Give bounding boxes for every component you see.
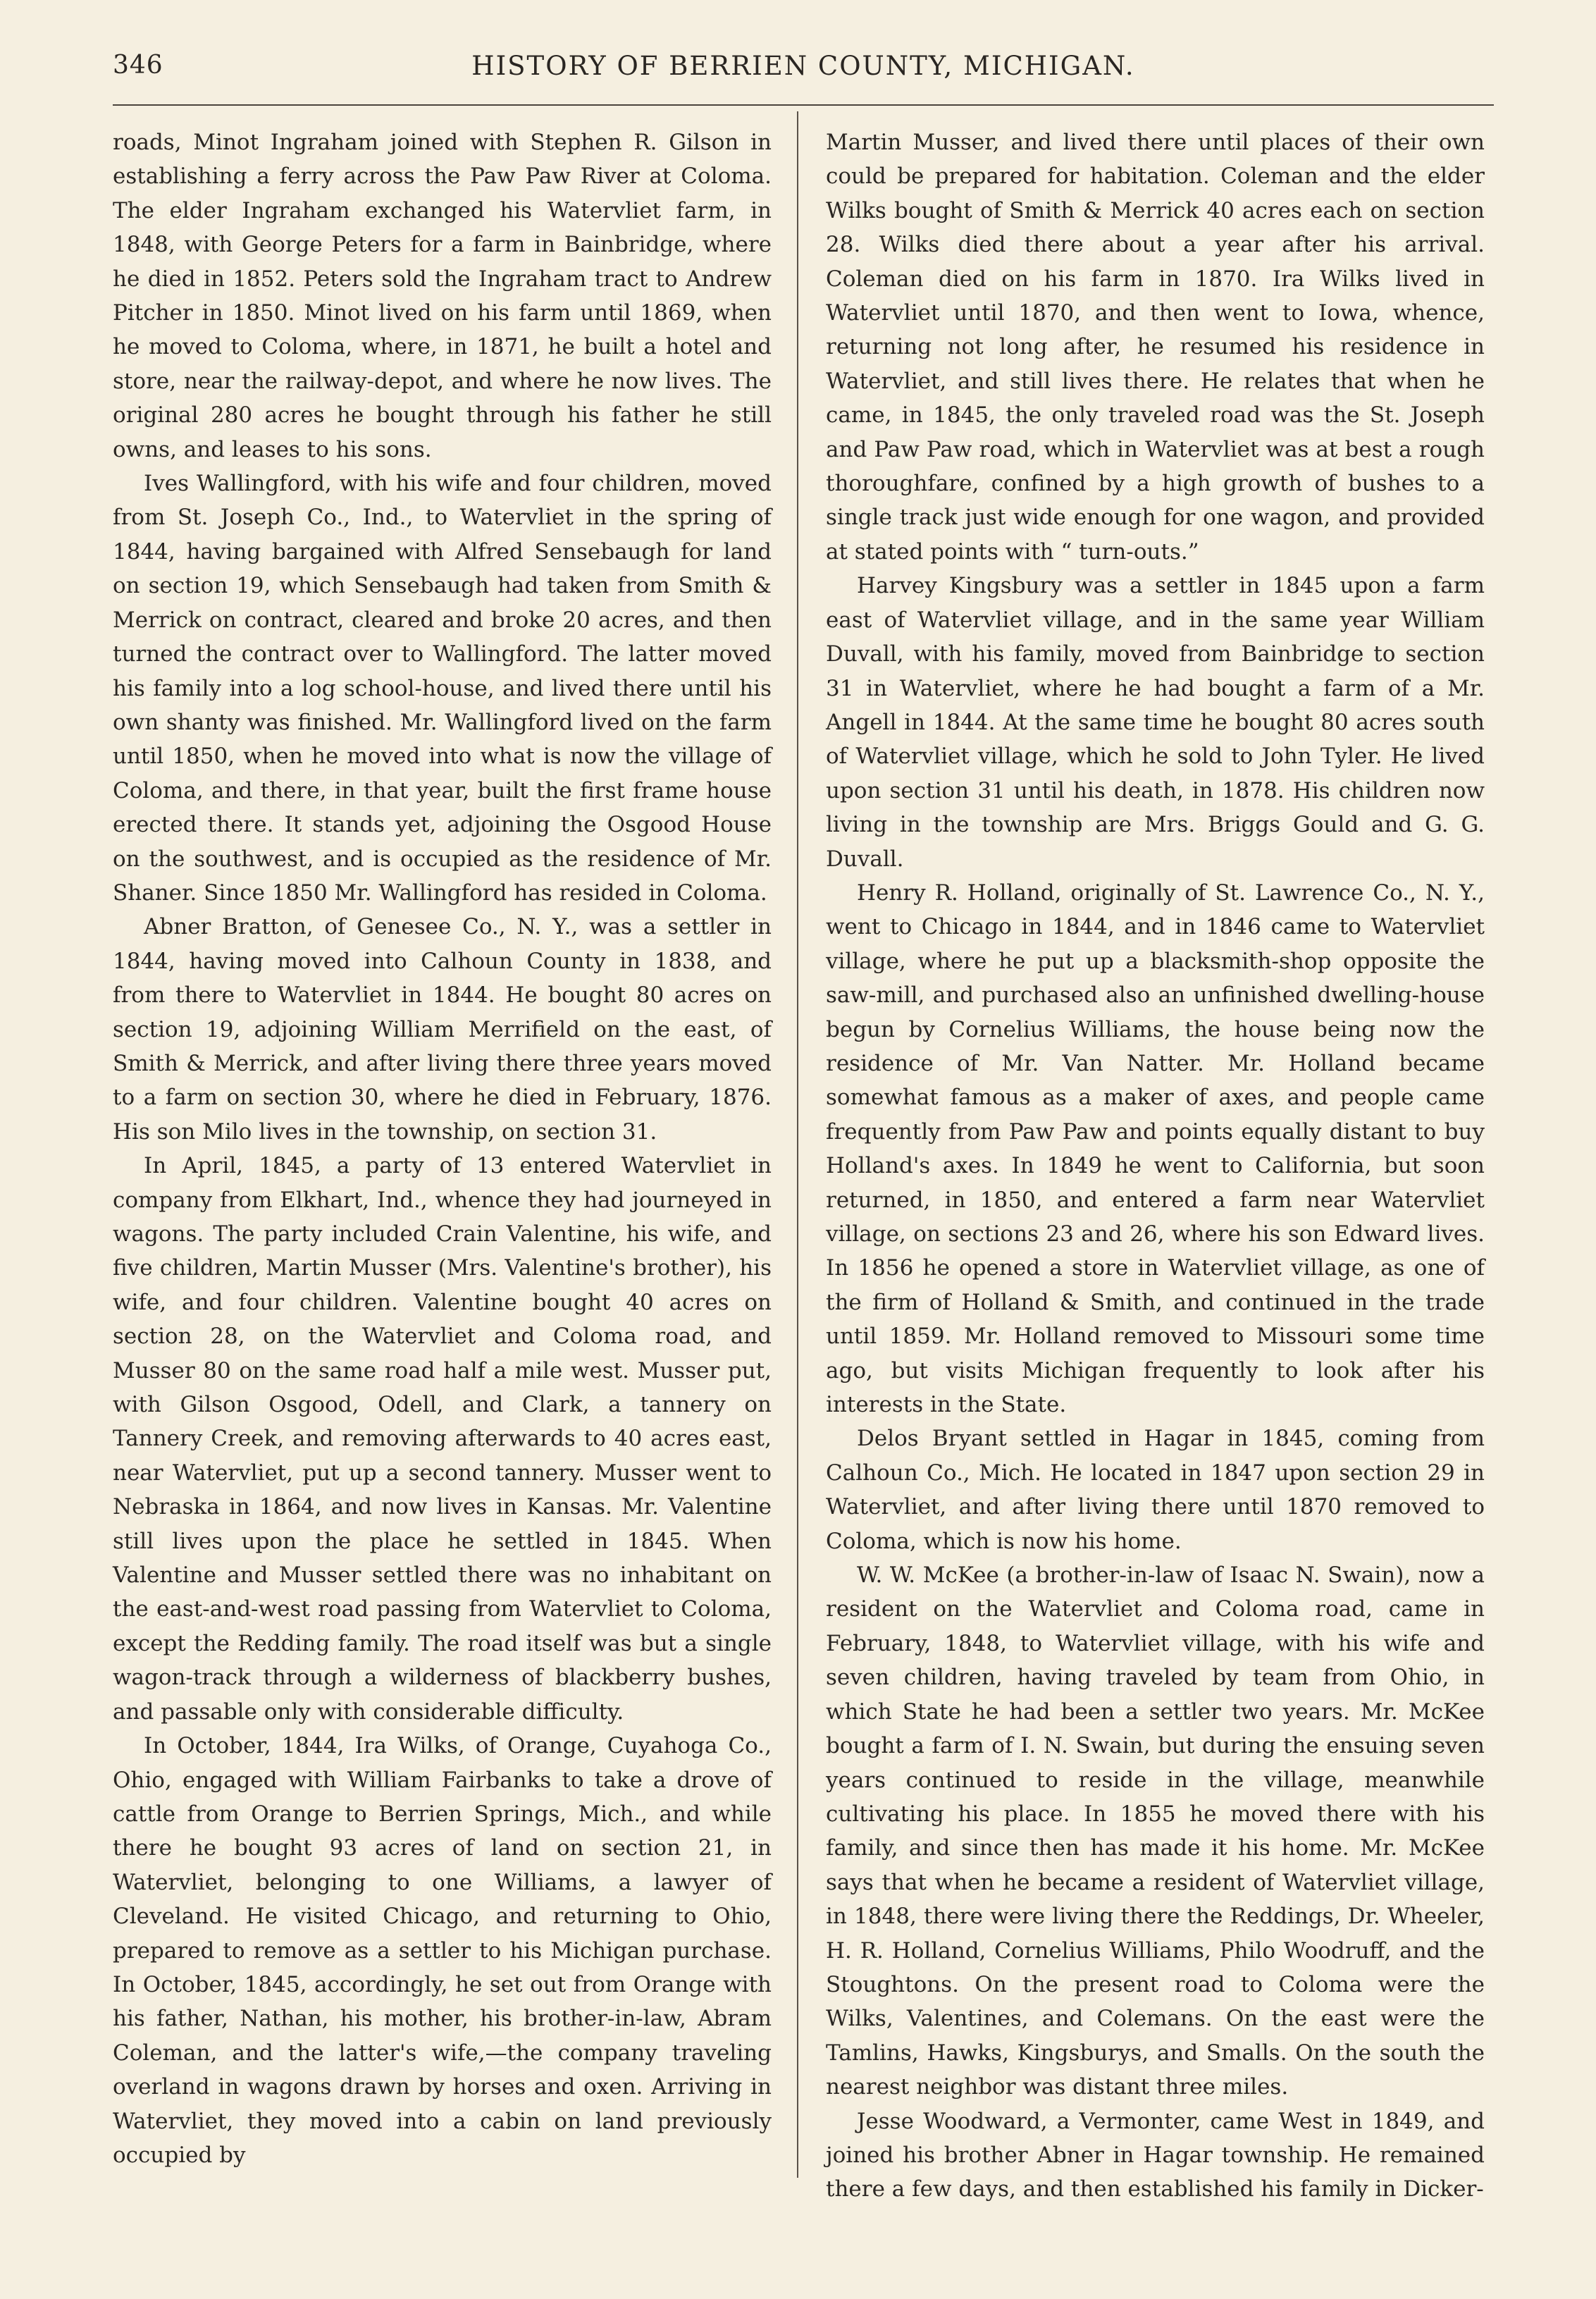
paragraph: In October, 1844, Ira Wilks, of Orange, Cuyahoga Co., Ohio, engaged with William Fairbanks to take a drove of cattle from Orange to Berrien Springs, Mich., and while there he bought 93 acres of land on section 21, in Watervliet, belonging to one Williams, a lawyer of Cleveland. He visited Chicago, and returning to Ohio, prepared to remove as a settler to his Michigan purchase. In October, 1845, accordingly, he set out from Orange with his father, Nathan, his mother, his brother-in-law, Abram Coleman, and the latter's wife,—the company traveling overland in wagons drawn by horses and oxen. Arriving in Watervliet, they moved into a cabin on land previously occupied by xyxy=(113,1733,772,2168)
left-column xyxy=(113,125,772,2172)
page-header xyxy=(113,51,1494,90)
paragraph: Martin Musser, and lived there until places of their own could be prepared for habitation. Coleman and the elder Wilks bought of Smith & Merrick 40 acres each on section 28. Wilks died there about a year after his arrival. Coleman died on his farm in 1870. Ira Wilks lived in Watervliet until 1870, and then went to Iowa, whence, returning not long after, he resumed his residence in Watervliet, and still lives there. He relates that when he came, in 1845, the only traveled road was the St. Joseph and Paw Paw road, which in Watervliet was at best a rough thoroughfare, confined by a high growth of bushes to a single track just wide enough for one wagon, and provided at stated points with “ turn-outs.” xyxy=(826,130,1485,565)
paragraph: Delos Bryant settled in Hagar in 1845, coming from Calhoun Co., Mich. He located in 1847 upon section 29 in Watervliet, and after living there until 1870 removed to Coloma, which is now his home. xyxy=(826,1426,1485,1554)
paragraph: roads, Minot Ingraham joined with Stephen R. Gilson in establishing a ferry across the Paw Paw River at Coloma. The elder Ingraham exchanged his Watervliet farm, in 1848, with George Peters for a farm in Bainbridge, where he died in 1852. Peters sold the Ingraham tract to Andrew Pitcher in 1850. Minot lived on his farm until 1869, when he moved to Coloma, where, in 1871, he built a hotel and store, near the railway-depot, and where he now lives. The original 280 acres he bought through his father he still owns, and leases to his sons. xyxy=(113,130,772,462)
page-number: 346 xyxy=(113,51,163,80)
header-rule xyxy=(113,104,1494,106)
column-divider xyxy=(797,111,798,2178)
paragraph: Abner Bratton, of Genesee Co., N. Y., was a settler in 1844, having moved into Calhoun County in 1838, and from there to Watervliet in 1844. He bought 80 acres on section 19, adjoining William Merrifield on the east, of Smith & Merrick, and after living there three years moved to a farm on section 30, where he died in February, 1876. His son Milo lives in the township, on section 31. xyxy=(113,914,772,1145)
paragraph: Harvey Kingsbury was a settler in 1845 upon a farm east of Watervliet village, and in the same year William Duvall, with his family, moved from Bainbridge to section 31 in Watervliet, where he had bought a farm of a Mr. Angell in 1844. At the same time he bought 80 acres south of Watervliet village, which he sold to John Tyler. He lived upon section 31 until his death, in 1878. His children now living in the township are Mrs. Briggs Gould and G. G. Duvall. xyxy=(826,573,1485,872)
paragraph: Jesse Woodward, a Vermonter, came West in 1849, and joined his brother Abner in Hagar township. He remained there a few days, and then established his family in Dicker- xyxy=(826,2108,1485,2202)
running-title: HISTORY OF BERRIEN COUNTY, MICHIGAN. xyxy=(471,51,1135,81)
paragraph: Ives Wallingford, with his wife and four children, moved from St. Joseph Co., Ind., to Watervliet in the spring of 1844, having bargained with Alfred Sensebaugh for land on section 19, which Sensebaugh had taken from Smith & Merrick on contract, cleared and broke 20 acres, and then turned the contract over to Wallingford. The latter moved his family into a log school-house, and lived there until his own shanty was finished. Mr. Wallingford lived on the farm until 1850, when he moved into what is now the village of Coloma, and there, in that year, built the first frame house erected there. It stands yet, adjoining the Osgood House on the southwest, and is occupied as the residence of Mr. Shaner. Since 1850 Mr. Wallingford has resided in Coloma. xyxy=(113,471,772,906)
paragraph: W. W. McKee (a brother-in-law of Isaac N. Swain), now a resident on the Watervliet and Coloma road, came in February, 1848, to Watervliet village, with his wife and seven children, having traveled by team from Ohio, in which State he had been a settler two years. Mr. McKee bought a farm of I. N. Swain, but during the ensuing seven years continued to reside in the village, meanwhile cultivating his place. In 1855 he moved there with his family, and since then has made it his home. Mr. McKee says that when he became a resident of Watervliet village, in 1848, there were living there the Reddings, Dr. Wheeler, H. R. Holland, Cornelius Williams, Philo Woodruff, and the Stoughtons. On the present road to Coloma were the Wilks, Valentines, and Colemans. On the east were the Tamlins, Hawks, Kingsburys, and Smalls. On the south the nearest neighbor was distant three miles. xyxy=(826,1563,1485,2100)
paragraph: In April, 1845, a party of 13 entered Watervliet in company from Elkhart, Ind., whence they had journeyed in wagons. The party included Crain Valentine, his wife, and five children, Martin Musser (Mrs. Valentine's brother), his wife, and four children. Valentine bought 40 acres on section 28, on the Watervliet and Coloma road, and Musser 80 on the same road half a mile west. Musser put, with Gilson Osgood, Odell, and Clark, a tannery on Tannery Creek, and removing afterwards to 40 acres east, near Watervliet, put up a second tannery. Musser went to Nebraska in 1864, and now lives in Kansas. Mr. Valentine still lives upon the place he settled in 1845. When Valentine and Musser settled there was no inhabitant on the east-and-west road passing from Watervliet to Coloma, except the Redding family. The road itself was but a single wagon-track through a wilderness of blackberry bushes, and passable only with considerable difficulty. xyxy=(113,1153,772,1725)
paragraph: Henry R. Holland, originally of St. Lawrence Co., N. Y., went to Chicago in 1844, and in 1846 came to Watervliet village, where he put up a blacksmith-shop opposite the saw-mill, and purchased also an unfinished dwelling-house begun by Cornelius Williams, the house being now the residence of Mr. Van Natter. Mr. Holland became somewhat famous as a maker of axes, and people came frequently from Paw Paw and points equally distant to buy Holland's axes. In 1849 he went to California, but soon returned, in 1850, and entered a farm near Watervliet village, on sections 23 and 26, where his son Edward lives. In 1856 he opened a store in Watervliet village, as one of the firm of Holland & Smith, and continued in the trade until 1859. Mr. Holland removed to Missouri some time ago, but visits Michigan frequently to look after his interests in the State. xyxy=(826,880,1485,1418)
right-column xyxy=(826,125,1485,2207)
